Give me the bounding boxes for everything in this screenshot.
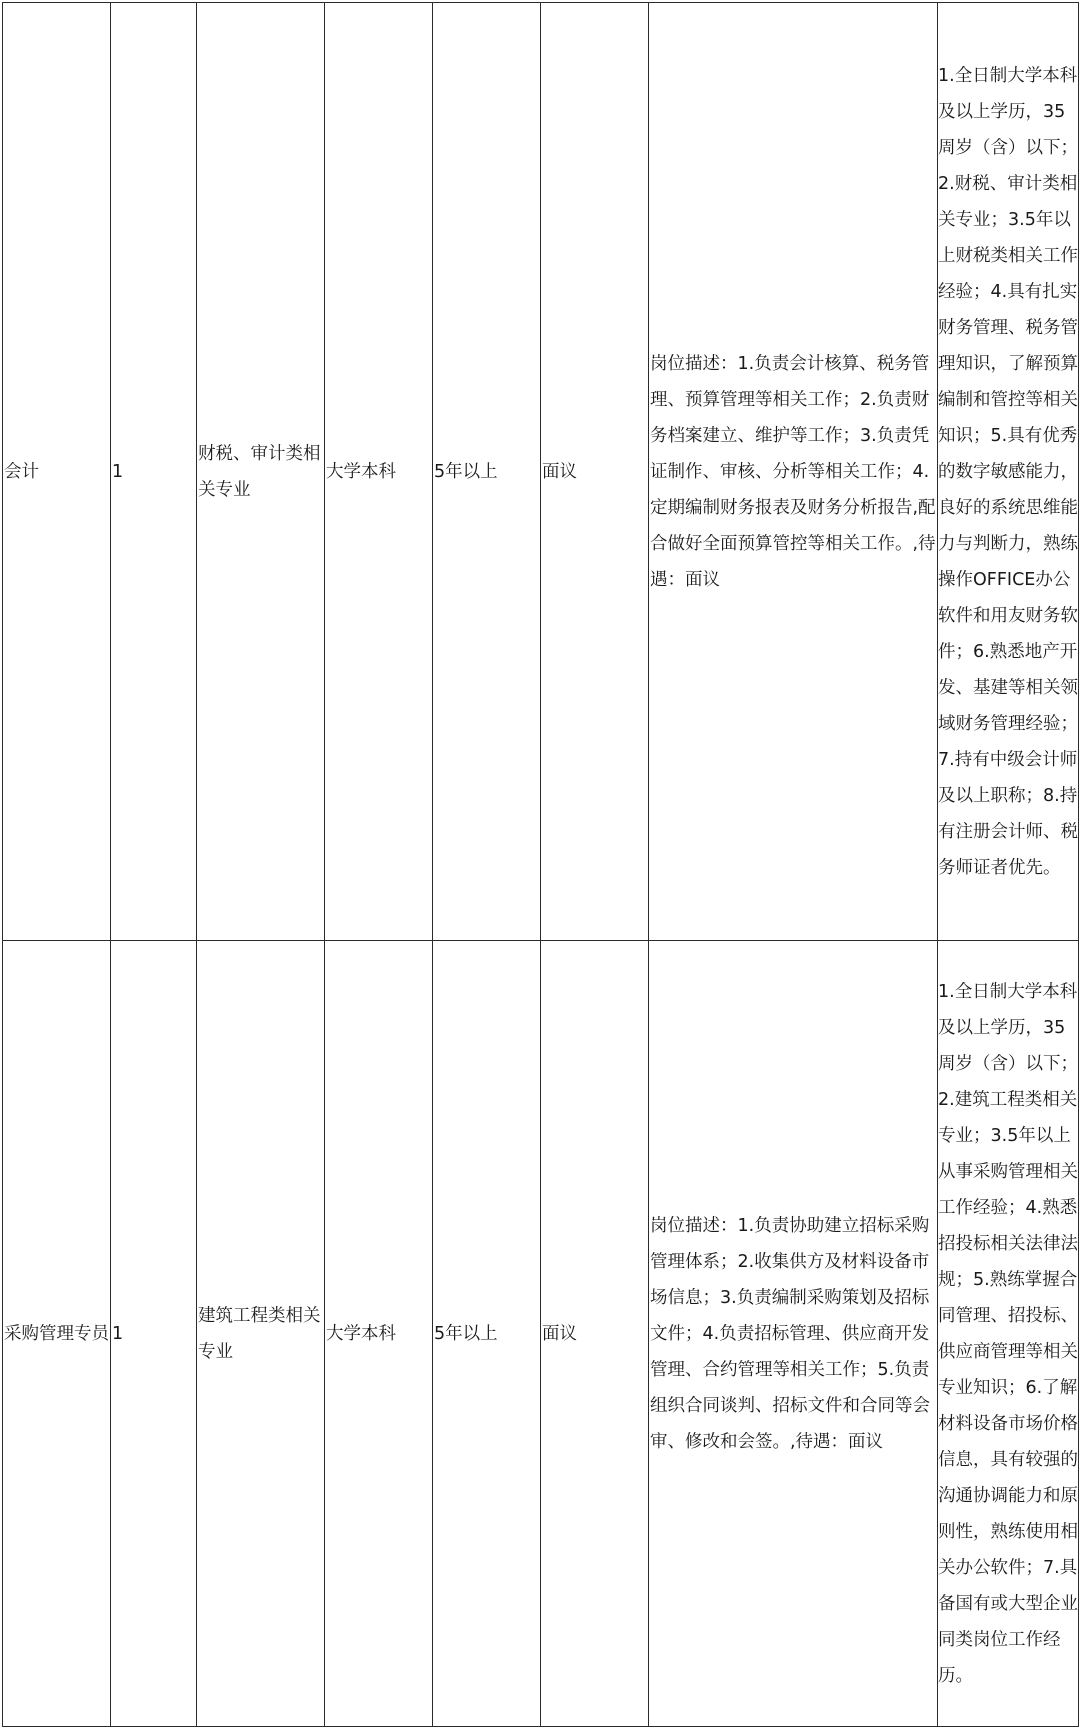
table-row xyxy=(3,941,1079,1727)
education-cell: 大学本科 xyxy=(325,3,433,941)
experience-cell: 5年以上 xyxy=(433,3,541,941)
education-cell: 大学本科 xyxy=(325,941,433,1727)
major-cell: 财税、审计类相关专业 xyxy=(197,3,325,941)
job-listing-table xyxy=(2,2,1079,1727)
position-cell: 会计 xyxy=(3,3,111,941)
headcount-cell: 1 xyxy=(111,3,197,941)
requirements-cell: 1.全日制大学本科及以上学历，35周岁（含）以下； 2.建筑工程类相关专业；3.5年以上从事采购管理相关工作经验；4.熟悉招投标相关法律法规；5.熟练掌握合同管理、招投标、供应商管理等相关专业知识；6.了解材料设备市场价格信息，具有较强的沟通协调能力和原则性，熟练使用相关办公软件；7.具备国有或大型企业同类岗位工作经历。 xyxy=(938,941,1079,1727)
requirements-cell: 1.全日制大学本科及以上学历，35周岁（含）以下； 2.财税、审计类相关专业；3.5年以上财税类相关工作经验；4.具有扎实财务管理、税务管理知识，了解预算编制和管控等相关知识；5.具有优秀的数字敏感能力，良好的系统思维能力与判断力，熟练操作OFFICE办公软件和用友财务软件；6.熟悉地产开发、基建等相关领域财务管理经验；7.持有中级会计师及以上职称；8.持有注册会计师、税务师证者优先。 xyxy=(938,3,1079,941)
table-row xyxy=(3,3,1079,941)
description-cell: 岗位描述：1.负责协助建立招标采购管理体系；2.收集供方及材料设备市场信息；3.负责编制采购策划及招标文件；4.负责招标管理、供应商开发管理、合约管理等相关工作；5.负责组织合同谈判、招标文件和合同等会审、修改和会签。,待遇：面议 xyxy=(649,941,938,1727)
position-cell: 采购管理专员 xyxy=(3,941,111,1727)
major-cell: 建筑工程类相关专业 xyxy=(197,941,325,1727)
salary-cell: 面议 xyxy=(541,941,649,1727)
experience-cell: 5年以上 xyxy=(433,941,541,1727)
description-cell: 岗位描述：1.负责会计核算、税务管理、预算管理等相关工作；2.负责财务档案建立、维护等工作；3.负责凭证制作、审核、分析等相关工作；4.定期编制财务报表及财务分析报告,配合做好全面预算管控等相关工作。,待遇：面议 xyxy=(649,3,938,941)
headcount-cell: 1 xyxy=(111,941,197,1727)
salary-cell: 面议 xyxy=(541,3,649,941)
